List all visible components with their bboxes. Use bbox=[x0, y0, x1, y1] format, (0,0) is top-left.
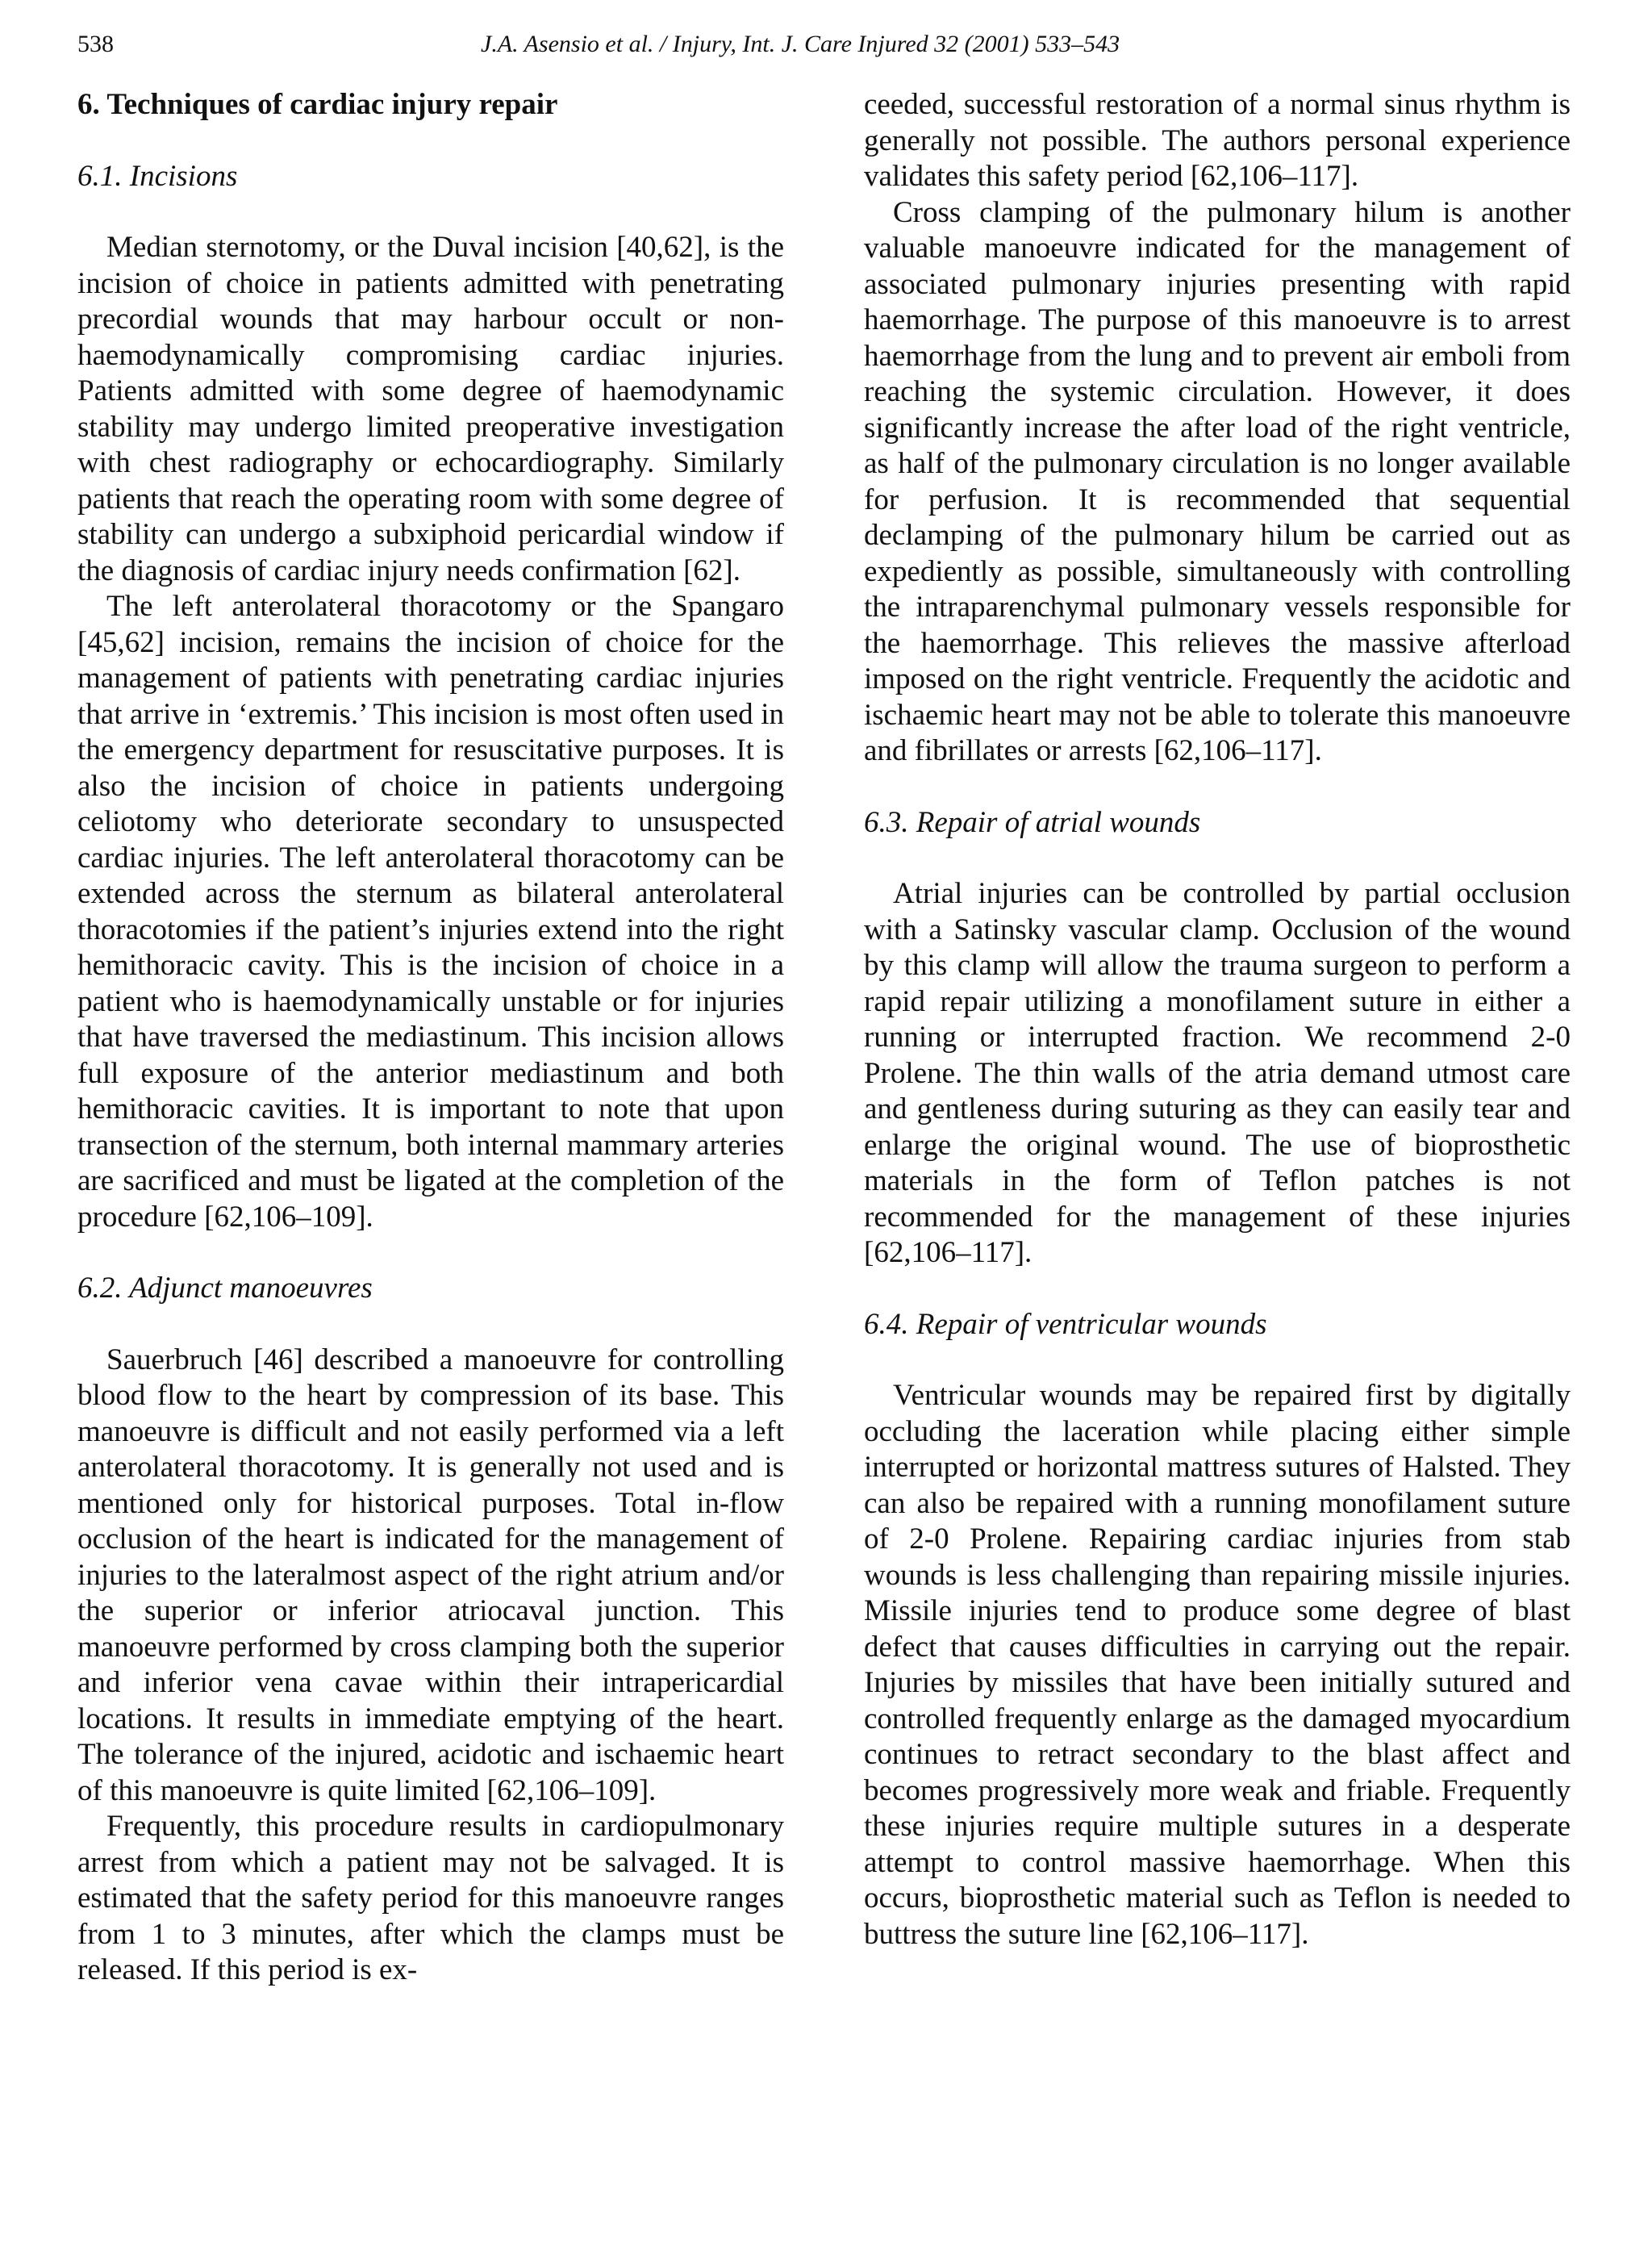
running-head: J.A. Asensio et al. / Injury, Int. J. Care Injured 32 (2001) 533–543 bbox=[481, 31, 1120, 57]
subsection-heading-ventricular-wounds: 6.4. Repair of ventricular wounds bbox=[864, 1307, 1267, 1341]
page-number: 538 bbox=[77, 31, 114, 57]
subsection-heading-incisions: 6.1. Incisions bbox=[77, 159, 238, 193]
paragraph: Frequently, this procedure results in cardiopulmonary arrest from which a patient may not be salvaged. It is estimated that the safety period for this manoeuvre ranges from 1 to 3 minutes, after which the clamps must be released. If this period is ex- bbox=[77, 1810, 784, 1986]
paragraph: Median sternotomy, or the Duval incision [40,62], is the incision of choice in patients admitted with penetrating precordial wounds that may harbour occult or non-haemodynamically compromising cardiac injuries. Patients admitted with some degree of haemodynamic stability may undergo limited preoperative investigation with chest radiography or echocardiography. Similarly patients that reach the operating room with some degree of stability can undergo a subxiphoid pericardial window if the diagnosis of cardiac injury needs confirmation [62]. bbox=[77, 231, 784, 587]
paragraph-continued: ceeded, successful restoration of a normal sinus rhythm is generally not possible. The authors personal experience validates this safety period [62,106–117]. bbox=[864, 88, 1571, 193]
paragraph: The left anterolateral thoracotomy or the Spangaro [45,62] incision, remains the incision of choice for the management of patients with penetrating cardiac injuries that arrive in ‘extremis.’ This incision is most often used in the emergency department for resuscitative purposes. It is also the incision of choice in patients undergoing celiotomy who deteriorate secondary to unsuspected cardiac injuries. The left anterolateral thoracotomy can be extended across the sternum as bilateral anterolateral thoracotomies if the patient’s injuries extend into the right hemithoracic cavity. This is the incision of choice in a patient who is haemodynamically unstable or for injuries that have traversed the mediastinum. This incision allows full exposure of the anterior mediastinum and both hemithoracic cavities. It is important to note that upon transection of the sternum, both internal mammary arteries are sacrificed and must be ligated at the completion of the procedure [62,106–109]. bbox=[77, 590, 784, 1234]
left-column bbox=[77, 87, 784, 1989]
paragraph: Atrial injuries can be controlled by partial occlusion with a Satinsky vascular clamp. Occlusion of the wound by this clamp will allow the trauma surgeon to perform a rapid repair utilizing a monofilament suture in either a running or interrupted fraction. We recommend 2-0 Prolene. The thin walls of the atria demand utmost care and gentleness during suturing as they can easily tear and enlarge the original wound. The use of bioprosthetic materials in the form of Teflon patches is not recommended for the management of these injuries [62,106–117]. bbox=[864, 877, 1571, 1269]
paragraph: Sauerbruch [46] described a manoeuvre for controlling blood flow to the heart by compression of its base. This manoeuvre is difficult and not easily performed via a left anterolateral thoracotomy. It is generally not used and is mentioned only for historical purposes. Total in-flow occlusion of the heart is indicated for the management of injuries to the lateralmost aspect of the right atrium and/or the superior or inferior atriocaval junction. This manoeuvre performed by cross clamping both the superior and inferior vena cavae within their intrapericardial locations. It results in immediate emptying of the heart. The tolerance of the injured, acidotic and ischaemic heart of this manoeuvre is quite limited [62,106–109]. bbox=[77, 1343, 784, 1807]
paragraph: Ventricular wounds may be repaired first by digitally occluding the laceration while placing either simple interrupted or horizontal mattress sutures of Halsted. They can also be repaired with a running monofilament suture of 2-0 Prolene. Repairing cardiac injuries from stab wounds is less challenging than repairing missile injuries. Missile injuries tend to produce some degree of blast defect that causes difficulties in carrying out the repair. Injuries by missiles that have been initially sutured and controlled frequently enlarge as the damaged myocardium continues to retract secondary to the blast affect and becomes progressively more weak and friable. Frequently these injuries require multiple sutures in a desperate attempt to control massive haemorrhage. When this occurs, bioprosthetic material such as Teflon is needed to buttress the suture line [62,106–117]. bbox=[864, 1379, 1571, 1951]
page-header bbox=[77, 24, 1578, 65]
paragraph: Cross clamping of the pulmonary hilum is another valuable manoeuvre indicated for the management of associated pulmonary injuries presenting with rapid haemorrhage. The purpose of this manoeuvre is to arrest haemorrhage from the lung and to prevent air emboli from reaching the systemic circulation. However, it does significantly increase the after load of the right ventricle, as half of the pulmonary circulation is no longer available for perfusion. It is recommended that sequential declamping of the pulmonary hilum be carried out as expediently as possible, simultaneously with controlling the intraparenchymal pulmonary vessels responsible for the haemorrhage. This relieves the massive afterload imposed on the right ventricle. Frequently the acidotic and ischaemic heart may not be able to tolerate this manoeuvre and fibrillates or arrests [62,106–117]. bbox=[864, 195, 1571, 767]
section-title: 6. Techniques of cardiac injury repair bbox=[77, 88, 558, 121]
subsection-heading-adjunct-manoeuvres: 6.2. Adjunct manoeuvres bbox=[77, 1272, 373, 1305]
right-column bbox=[864, 87, 1571, 1952]
subsection-heading-atrial-wounds: 6.3. Repair of atrial wounds bbox=[864, 805, 1201, 839]
